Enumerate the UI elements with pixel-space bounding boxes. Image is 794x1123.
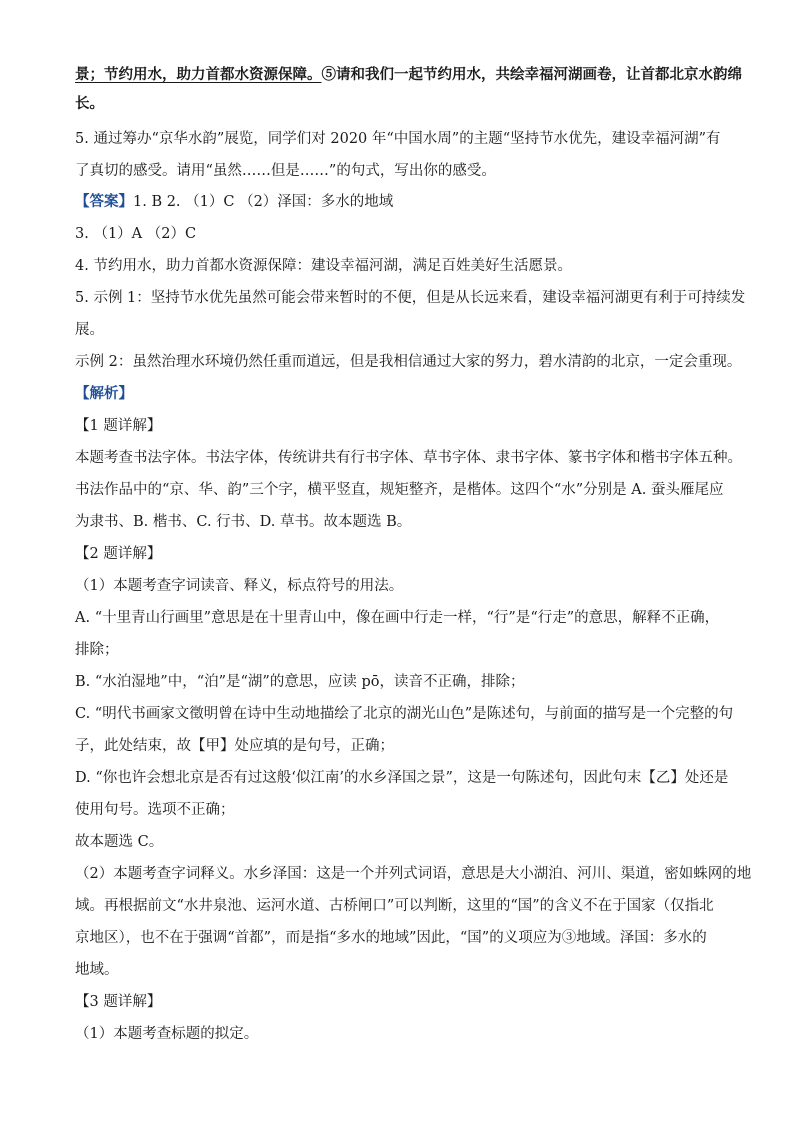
answer-heading: 【答案】 [75,193,133,210]
quote-continuation: ⑤请和我们一起节约用水，共绘幸福河湖画卷，让首都北京水韵绵 [321,66,742,83]
text-line: 地域。 [75,962,119,978]
section-heading: 【3 题详解】 [75,994,162,1010]
text-line: 排除； [75,642,119,658]
text-line: B. “水泊湿地”中，“泊”是“湖”的意思，应读 pō，读音不正确，排除； [75,674,525,690]
text-line: （1）本题考查标题的拟定。 [75,1026,259,1042]
text-line: 长。 [75,95,104,112]
text-line: 使用句号。选项不正确； [75,802,235,818]
section-heading: 【1 题详解】 [75,418,162,434]
section-heading: 【2 题详解】 [75,546,162,562]
text-line: 子，此处结束，故【甲】处应填的是句号，正确； [75,738,394,754]
underlined-quote: 景；节约用水，助力首都水资源保障。 [75,66,322,83]
text-line: 京地区），也不在于强调“首都”，而是指“多水的地域”因此，“国”的义项应为③地域。泽国：多水的 [75,930,707,946]
text-line: 域。再根据前文“水井泉池、运河水道、古桥闸口”可以判断，这里的“国”的含义不在于国家（仅指北 [75,898,714,914]
text-line: 3. （1）A （2）C [75,226,197,242]
text-line: 为隶书、B. 楷书、C. 行书、D. 草书。故本题选 B。 [75,514,412,530]
text-line: 了真切的感受。请用“虽然……但是……”的句式，写出你的感受。 [75,163,496,179]
text-line: 本题考查书法字体。书法字体，传统讲共有行书字体、草书字体、隶书字体、篆书字体和楷书字体五种。 [75,450,742,466]
text-line: A. “十里青山行画里”意思是在十里青山中，像在画中行走一样，“行”是“行走”的意思，解释不正确， [75,610,720,626]
text-line: （2）本题考查字词释义。水乡泽国：这是一个并列式词语，意思是大小湖泊、河川、渠道，密如蛛网的地 [75,866,752,882]
question-5: 5. 通过筹办“京华水韵”展览，同学们对 2020 年“中国水周”的主题“坚持节水优先，建设幸福河湖”有 [75,131,721,147]
answer-text: 1. B 2. （1）C （2）泽国：多水的地域 [133,194,394,210]
text-line: 示例 2：虽然治理水环境仍然任重而道远，但是我相信通过大家的努力，碧水清韵的北京，一定会重现。 [75,354,742,370]
text-line: 4. 节约用水，助力首都水资源保障：建设幸福河湖，满足百姓美好生活愿景。 [75,258,572,274]
answer-line [75,192,393,212]
text-line: 展。 [75,322,104,338]
analysis-heading: 【解析】 [75,385,133,402]
text-line: D. “你也许会想北京是否有过这般‘似江南’的水乡泽国之景”，这是一句陈述句，因此句末【乙】处还是 [75,770,729,786]
text-line: 书法作品中的“京、华、韵”三个字，横平竖直，规矩整齐，是楷体。这四个“水”分别是 A. 蚕头雁尾应 [75,482,724,498]
text-line: 5. 示例 1：坚持节水优先虽然可能会带来暂时的不便，但是从长远来看，建设幸福河湖更有利于可持续发 [75,290,746,306]
text-line: 故本题选 C。 [75,834,164,850]
text-line: C. “明代书画家文徵明曾在诗中生动地描绘了北京的湖光山色”是陈述句，与前面的描写是一个完整的句 [75,706,734,722]
text-line: （1）本题考查字词读音、释义，标点符号的用法。 [75,578,404,594]
text-line [75,65,742,85]
